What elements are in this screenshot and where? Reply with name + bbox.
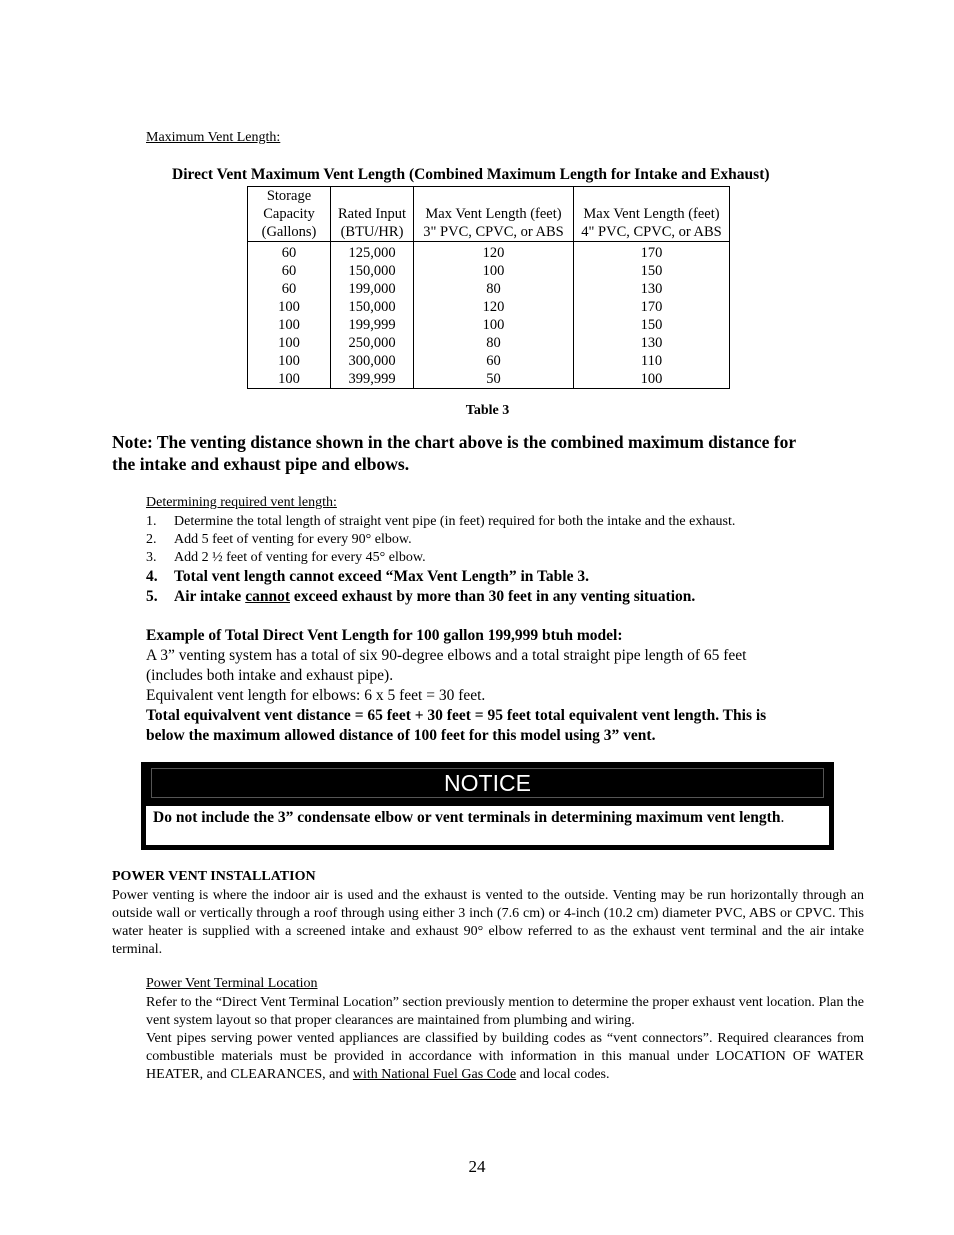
example-total: Total equivalvent vent distance = 65 feet + 30 feet = 95 feet total equivalent vent length. This is — [146, 707, 767, 724]
table-row — [248, 298, 730, 316]
notice-text: Do not include the 3” condensate elbow or vent terminals in determining maximum vent length — [153, 809, 781, 826]
example-total: below the maximum allowed distance of 100 feet for this model using 3” vent. — [146, 727, 656, 744]
header-max-vent-4in — [574, 187, 730, 242]
cell-capacity: 100 — [248, 298, 331, 316]
clearances-text: Vent pipes serving power vented appliances are classified by building codes as “vent connectors”. Required clearances from combustible materials must be provided in accordance with information in this manual under LOCATION OF WATER HEATER, and CLEARANCES, and — [146, 1031, 864, 1082]
cell-vent-4in: 130 — [574, 280, 730, 298]
fuel-gas-code-reference: with National Fuel Gas Code — [352, 1067, 517, 1082]
example-line: (includes both intake and exhaust pipe). — [146, 667, 394, 684]
table-caption: Table 3 — [465, 403, 510, 418]
list-text: Add 5 feet of venting for every 90° elbow. — [174, 532, 412, 547]
cell-vent-4in: 110 — [574, 352, 730, 370]
terminal-paragraph: Refer to the “Direct Vent Terminal Location” section previously mention to determine the proper exhaust vent location. Plan the vent system layout so that proper clearances are maintained from plumbing and wiring. — [146, 995, 864, 1028]
list-number: 2. — [146, 532, 157, 547]
cell-capacity: 100 — [248, 352, 331, 370]
table-row — [248, 262, 730, 280]
header-text: Max Vent Length (feet) — [583, 206, 720, 222]
power-vent-paragraph: Power venting is where the indoor air is used and the exhaust is vented to the outside. Venting may be run horizontally through an outside wall or vertically through a roof through using either 3 inch (7.6 cm) or 4-inch (10.2 cm) diameter PVC, ABS or CPVC. This water heater is supplied with a screened intake and exhaust 90° elbow referred to as the exhaust vent terminal and the air intake terminal. — [112, 888, 864, 957]
max-vent-length-label: Maximum Vent Length: — [146, 130, 281, 145]
notice-box — [141, 762, 834, 850]
cell-vent-4in: 100 — [574, 370, 730, 389]
cell-input: 199,999 — [331, 316, 414, 334]
vent-length-steps — [146, 513, 735, 607]
list-number: 1. — [146, 514, 157, 529]
power-vent-heading: POWER VENT INSTALLATION — [112, 869, 316, 884]
cell-vent-4in: 130 — [574, 334, 730, 352]
cell-vent-3in: 120 — [414, 298, 574, 316]
clearances-paragraph — [146, 1030, 864, 1084]
list-text: Add 2 ½ feet of venting for every 45° elbow. — [174, 550, 426, 565]
table-row — [248, 242, 730, 263]
table-row — [248, 352, 730, 370]
header-text: 3" PVC, CPVC, or ABS — [423, 224, 564, 240]
list-text: Determine the total length of straight vent pipe (in feet) required for both the intake and the exhaust. — [174, 514, 736, 529]
table-heading: Direct Vent Maximum Vent Length (Combined Maximum Length for Intake and Exhaust) — [172, 166, 770, 183]
note-line: the intake and exhaust pipe and elbows. — [112, 454, 410, 474]
cell-vent-4in: 170 — [574, 298, 730, 316]
header-text: Storage — [266, 188, 312, 204]
cell-vent-4in: 170 — [574, 242, 730, 263]
determining-label: Determining required vent length: — [146, 495, 337, 510]
list-item — [146, 567, 735, 587]
list-number: 5. — [146, 588, 158, 605]
cell-input: 199,000 — [331, 280, 414, 298]
cell-capacity: 60 — [248, 280, 331, 298]
cell-vent-3in: 50 — [414, 370, 574, 389]
list-item — [146, 587, 735, 607]
list-number: 3. — [146, 550, 157, 565]
example-line: Equivalent vent length for elbows: 6 x 5 feet = 30 feet. — [146, 687, 486, 704]
table-row — [248, 316, 730, 334]
header-text: 4" PVC, CPVC, or ABS — [581, 224, 722, 240]
example-block — [146, 626, 766, 746]
table-header-row — [248, 187, 730, 242]
list-item — [146, 531, 735, 549]
cell-vent-4in: 150 — [574, 262, 730, 280]
list-item — [146, 513, 735, 531]
cell-input: 300,000 — [331, 352, 414, 370]
vent-length-table — [247, 186, 730, 389]
list-number: 4. — [146, 568, 158, 585]
example-line: A 3” venting system has a total of six 90-degree elbows and a total straight pipe length of 65 feet — [146, 647, 747, 664]
note-line: Note: The venting distance shown in the chart above is the combined maximum distance for — [112, 432, 797, 452]
cell-capacity: 60 — [248, 262, 331, 280]
notice-body — [146, 806, 829, 845]
cell-input: 150,000 — [331, 298, 414, 316]
header-storage-capacity — [248, 187, 331, 242]
page-number: 24 — [468, 1157, 486, 1176]
table-row — [248, 280, 730, 298]
cell-vent-3in: 60 — [414, 352, 574, 370]
cell-capacity: 60 — [248, 242, 331, 263]
list-item — [146, 549, 735, 567]
cell-vent-3in: 120 — [414, 242, 574, 263]
header-text: (Gallons) — [261, 224, 317, 240]
notice-period: . — [780, 809, 785, 826]
cell-capacity: 100 — [248, 316, 331, 334]
cell-vent-3in: 100 — [414, 262, 574, 280]
list-text-emphasis: cannot — [245, 588, 290, 605]
table-row — [248, 334, 730, 352]
cell-vent-3in: 80 — [414, 334, 574, 352]
header-text: Capacity — [263, 206, 315, 222]
cell-vent-4in: 150 — [574, 316, 730, 334]
cell-input: 125,000 — [331, 242, 414, 263]
list-text-pre: Air intake — [174, 588, 246, 605]
example-title: Example of Total Direct Vent Length for 100 gallon 199,999 btuh model: — [146, 627, 623, 644]
cell-input: 150,000 — [331, 262, 414, 280]
header-text: Max Vent Length (feet) — [425, 206, 562, 222]
header-text: (BTU/HR) — [340, 224, 404, 240]
cell-capacity: 100 — [248, 334, 331, 352]
list-text: Total vent length cannot exceed “Max Vent Length” in Table 3. — [174, 568, 589, 585]
header-text: Rated Input — [337, 206, 407, 222]
cell-capacity: 100 — [248, 370, 331, 389]
venting-note — [112, 431, 796, 475]
terminal-location-label: Power Vent Terminal Location — [146, 976, 318, 991]
header-rated-input — [331, 187, 414, 242]
cell-input: 250,000 — [331, 334, 414, 352]
cell-input: 399,999 — [331, 370, 414, 389]
header-max-vent-3in — [414, 187, 574, 242]
notice-heading: NOTICE — [151, 768, 824, 798]
cell-vent-3in: 100 — [414, 316, 574, 334]
table-row — [248, 370, 730, 389]
cell-vent-3in: 80 — [414, 280, 574, 298]
list-text-post: exceed exhaust by more than 30 feet in any venting situation. — [290, 588, 696, 605]
clearances-text-end: and local codes. — [516, 1067, 610, 1082]
